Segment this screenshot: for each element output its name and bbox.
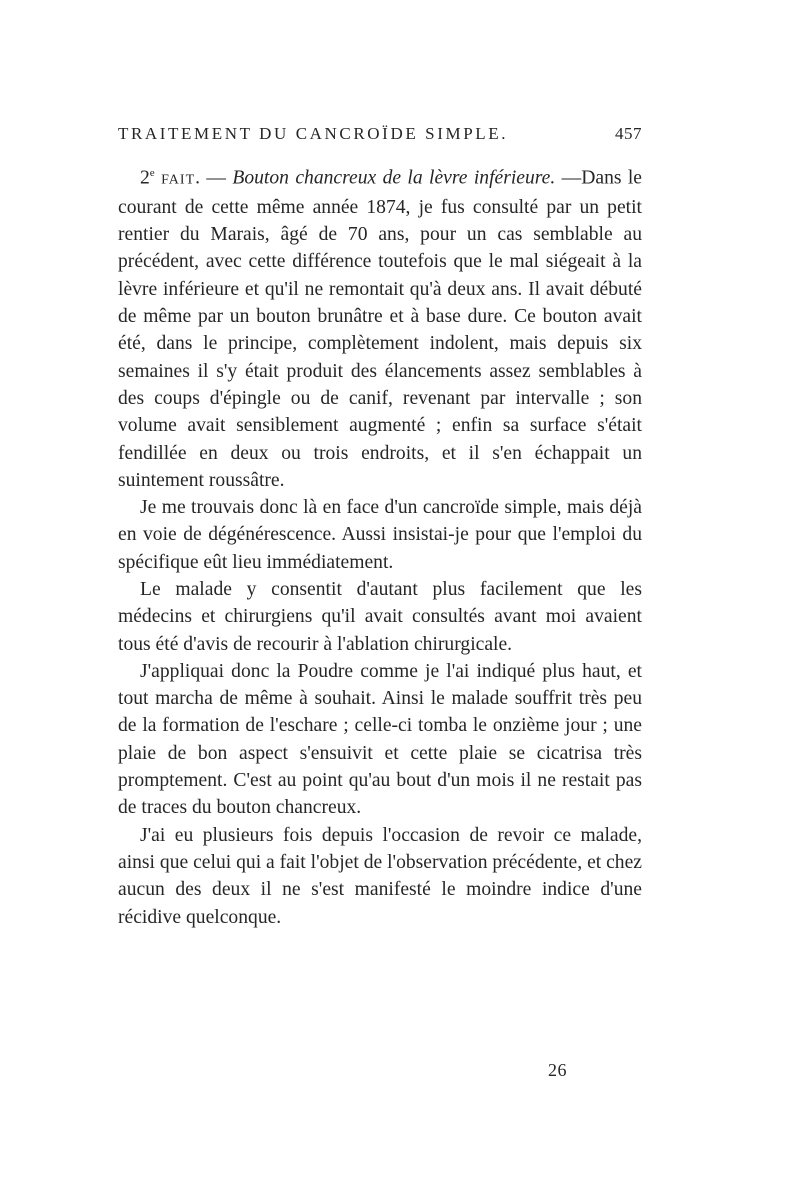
page — [118, 124, 642, 931]
signature-mark: 26 — [548, 1060, 567, 1080]
case-label: FAIT — [161, 172, 196, 188]
paragraph-2: Je me trouvais donc là en face d'un cancroïde simple, mais déjà en voie de dégénérescence. Aussi insistai-je pour que l'emploi du spécifique eût lieu immédiatement. — [118, 497, 642, 573]
case-number: 2 — [140, 167, 150, 189]
body-text — [118, 160, 642, 931]
paragraph-4: J'appliquai donc la Poudre comme je l'ai indiqué plus haut, et tout marcha de même à souhait. Ainsi le malade souffrit très peu de la formation de l'eschare ; celle-ci tomba le onzième jour ; une plaie de bon aspect s'ensuivit et cette plaie se cicatrisa très promptement. C'est au point qu'au bout d'un mois il ne restait pas de traces du bouton chancreux. — [118, 660, 642, 819]
page-number: 457 — [615, 124, 642, 143]
paragraph-1: 2e FAIT. — Bouton chancreux de la lèvre inférieure. —Dans le courant de cette même année 1874, je fus consulté par un petit rentier du Marais, âgé de 70 ans, pour un cas semblable au précédent, avec cette différence toutefois que le mal siégeait à la lèvre inférieure et qu'il ne remontait qu'à deux ans. Il avait débuté de même par un bouton brunâtre et à base dure. Ce bouton avait été, dans le principe, complètement indolent, mais depuis six semaines il s'y était produit des élancements assez semblables à des coups d'épingle ou de canif, revenant par intervalle ; son volume avait sensiblement augmenté ; enfin sa surface s'était fendillée en deux ou trois endroits, et il s'en échappait un suintement roussâtre. — [118, 167, 643, 491]
case-title: Bouton chancreux de la lèvre inférieure. — [232, 167, 556, 189]
case-number-suffix: e — [149, 167, 155, 179]
paragraph-5: J'ai eu plusieurs fois depuis l'occasion de revoir ce malade, ainsi que celui qui a fait l'objet de l'observation précédente, et chez aucun des deux il ne s'est manifesté le moindre indice d'une récidive quelconque. — [118, 824, 642, 928]
running-head-title: TRAITEMENT DU CANCROÏDE SIMPLE. — [118, 124, 509, 143]
paragraph-3: Le malade y consentit d'autant plus facilement que les médecins et chirurgiens qu'il avait consultés avant moi avaient tous été d'avis de recourir à l'ablation chirurgicale. — [118, 578, 642, 655]
paragraph-1-text: —Dans le courant de cette même année 1874, je fus consulté par un petit rentier du Marais, âgé de 70 ans, pour un cas semblable au précédent, avec cette différence toutefois que le mal siégeait à la lèvre inférieure et qu'il ne remontait qu'à deux ans. Il avait débuté de même par un bouton brunâtre et à base dure. Ce bouton avait été, dans le principe, complètement indolent, mais depuis six semaines il s'y était produit des élancements assez semblables à des coups d'épingle ou de canif, revenant par intervalle ; son volume avait sensiblement augmenté ; enfin sa surface s'était fendillée en deux ou trois endroits, et il s'en échappait un suintement roussâtre. — [118, 167, 643, 491]
running-head — [118, 124, 642, 150]
case-dash: — — [206, 167, 226, 189]
